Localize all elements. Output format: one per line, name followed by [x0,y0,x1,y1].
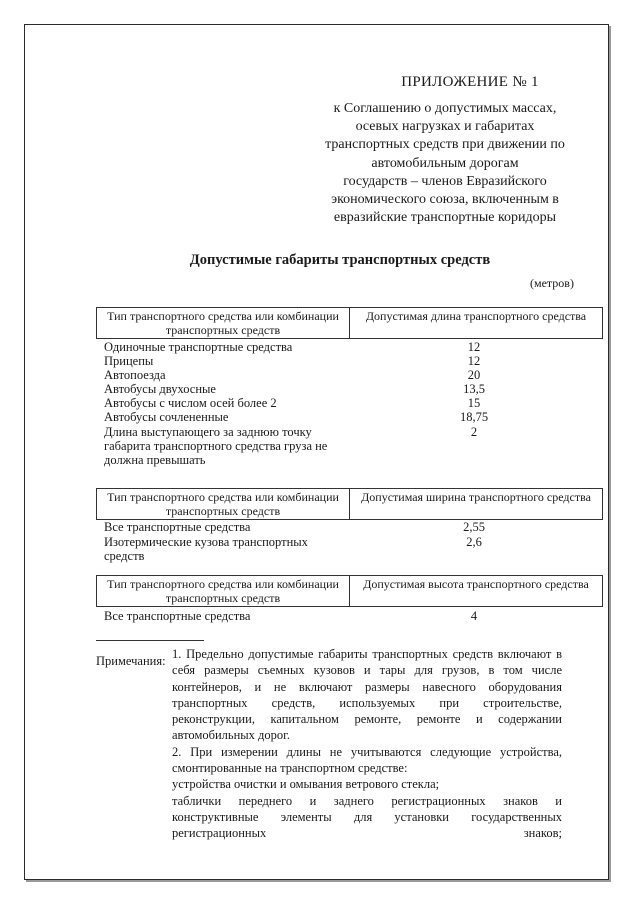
row-name: Прицепы [104,354,154,368]
row-name: Все транспортные средства [104,609,251,623]
height-header-value [350,576,602,606]
row-value: 2 [470,425,478,439]
row-value: 12 [467,340,481,354]
length-header-type-text: Тип транспортного средства или комбинации транспортных средств [107,309,339,337]
appendix-subtitle [300,100,590,227]
units-label: (метров) [530,276,574,290]
height-header-value-text: Допустимая высота транспортного средства [363,577,589,591]
row-value: 20 [467,368,481,382]
subtitle-line: транспортных средств при движении по [325,137,565,153]
length-table-header [96,307,603,339]
subtitle-line: экономического союза, включенным в [331,192,559,208]
subtitle-line: государств – членов Евразийского [343,173,547,189]
row-name: Автобусы сочлененные [104,410,229,424]
notes-label: Примечания: [96,654,166,668]
length-header-type [97,308,350,338]
row-value: 18,75 [459,410,489,424]
subtitle-line: евразийские транспортные коридоры [333,210,557,226]
document-title: Допустимые габариты транспортных средств [189,252,491,268]
row-value: 2,55 [463,520,485,534]
width-table-header [96,488,603,520]
footnote-divider [96,640,204,641]
row-name: Все транспортные средства [104,520,251,534]
height-table-header [96,575,603,607]
subtitle-line: осевых нагрузках и габаритах [355,119,535,135]
row-name: Длина выступающего за заднюю точку габарита транспортного средства груза не должна превышать [104,425,328,467]
notes-body [172,646,562,842]
width-header-type [97,489,350,519]
width-header-value [350,489,602,519]
note-paragraph: 2. При измерении длины не учитываются следующие устройства, смонтированные на транспортном средстве: [172,744,562,776]
subtitle-line: к Соглашению о допустимых массах, [333,101,557,116]
note-paragraph: устройства очистки и омывания ветрового стекла; [172,777,440,792]
row-name: Изотермические кузова транспортных средств [104,535,308,563]
row-value: 2,6 [466,535,482,549]
height-header-type-text: Тип транспортного средства или комбинации транспортных средств [107,577,339,605]
row-name: Автопоезда [104,368,166,382]
length-header-value [350,308,602,338]
row-value: 13,5 [463,382,485,396]
note-paragraph: таблички переднего и заднего регистрационных знаков и конструктивные элементы для установки государственных регистрационных знаков; [172,793,562,841]
row-value: 4 [470,609,478,623]
length-header-value-text: Допустимая длина транспортного средства [365,309,587,323]
row-name: Автобусы двухосные [104,382,216,396]
row-name: Одиночные транспортные средства [104,340,293,354]
height-header-type [97,576,350,606]
row-value: 12 [467,354,481,368]
row-value: 15 [467,396,481,410]
note-paragraph: 1. Предельно допустимые габариты транспортных средств включают в себя размеры съемных кузовов и тары для грузов, в том числе контейнеров, и не включают размеры навесного оборудования транспортных средств, используемых при строительстве, реконструкции, капитальном ремонте, ремонте и содержании автомобильных дорог. [172,647,562,743]
width-header-value-text: Допустимая ширина транспортного средства [361,490,591,504]
width-header-type-text: Тип транспортного средства или комбинации транспортных средств [107,490,339,518]
row-name: Автобусы с числом осей более 2 [104,396,277,410]
subtitle-line: автомобильным дорогам [371,155,519,171]
appendix-heading: ПРИЛОЖЕНИЕ № 1 [401,74,539,90]
